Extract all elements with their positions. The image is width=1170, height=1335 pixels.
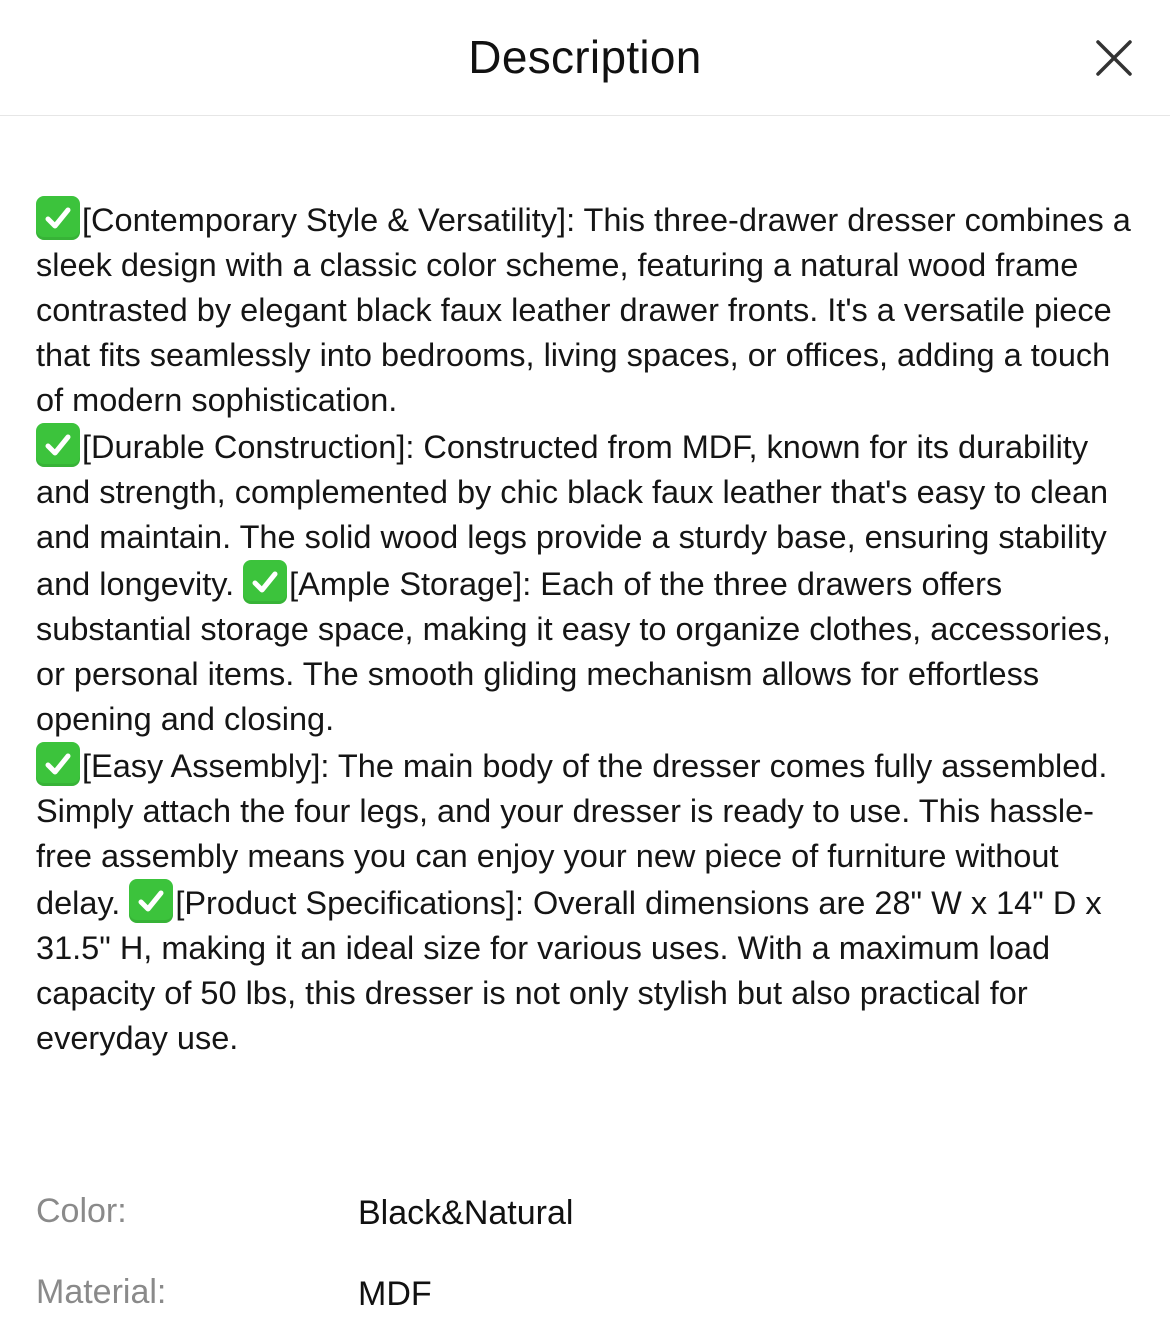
spec-value: MDF — [358, 1275, 432, 1313]
spec-row-material — [36, 1271, 1136, 1335]
check-mark-button-icon — [36, 423, 80, 467]
check-mark-button-icon — [36, 196, 80, 240]
description-item-style: [Contemporary Style & Versatility]: This three-drawer dresser combines a sleek design with a classic color scheme, featuring a natural wood frame contrasted by elegant black faux leather drawer fronts. It's a versatile piece that fits seamlessly into bedrooms, living spaces, or offices, adding a touch of modern sophistication. — [36, 202, 1131, 418]
description-text — [36, 196, 1134, 1061]
page-title: Description — [468, 31, 702, 83]
description-item-construction: [Durable Construction]: Constructed from MDF, known for its durability and strength, complemented by chic black faux leather that's easy to clean and maintain. The solid wood legs provide a sturdy base, ensuring stability and longevity. — [36, 429, 1109, 602]
spec-label: Material: — [36, 1273, 167, 1311]
description-item-assembly: [Easy Assembly]: The main body of the dresser comes fully assembled. Simply attach the four legs, and your dresser is ready to use. This hassle-free assembly means you can enjoy your new piece of furniture without delay. — [36, 748, 1108, 921]
check-mark-button-icon — [243, 560, 287, 604]
description-item-storage: [Ample Storage]: Each of the three drawers offers substantial storage space, making it easy to organize clothes, accessories, or personal items. The smooth gliding mechanism allows for effortless opening and closing. — [36, 566, 1111, 737]
description-item-specifications: [Product Specifications]: Overall dimensions are 28" W x 14" D x 31.5" H, making it an ideal size for various uses. With a maximum load capacity of 50 lbs, this dresser is not only stylish but also practical for everyday use. — [36, 885, 1102, 1056]
check-mark-button-icon — [129, 879, 173, 923]
check-mark-button-icon — [36, 742, 80, 786]
spec-label: Color: — [36, 1192, 127, 1230]
spec-list — [36, 1190, 1136, 1335]
spec-value: Black&Natural — [358, 1194, 574, 1232]
spec-row-color — [36, 1190, 1136, 1271]
